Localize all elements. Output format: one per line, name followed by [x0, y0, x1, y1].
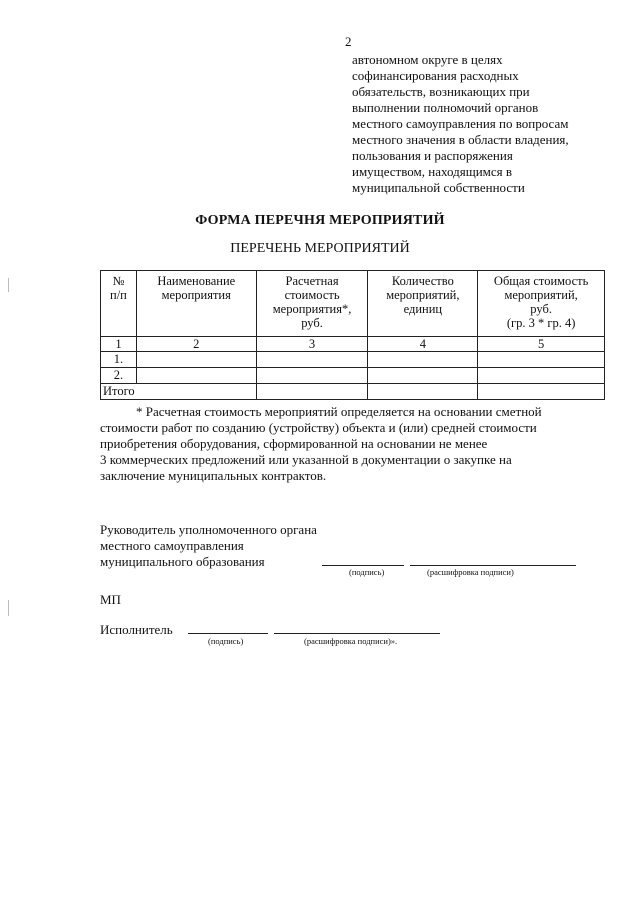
- page-number: 2: [345, 34, 352, 49]
- footnote-line: приобретения оборудования, сформированной на основании не менее: [100, 436, 488, 451]
- total-label: Итого: [101, 384, 257, 400]
- header-line: обязательств, возникающих при: [352, 84, 530, 99]
- executor-decryption-field[interactable]: [274, 633, 440, 634]
- form-title: ФОРМА ПЕРЕЧНЯ МЕРОПРИЯТИЙ: [195, 213, 445, 228]
- header-total-cost: Общая стоимость мероприятий, руб. (гр. 3 * гр. 4): [478, 271, 605, 337]
- scan-mark: [8, 600, 9, 616]
- column-number: 4: [368, 337, 478, 352]
- footnote-line: 3 коммерческих предложений или указанной в документации о закупке на: [100, 452, 512, 467]
- list-title: ПЕРЕЧЕНЬ МЕРОПРИЯТИЙ: [230, 241, 410, 256]
- column-number: 5: [478, 337, 605, 352]
- signature-field[interactable]: [322, 565, 404, 566]
- signature-line: местного самоуправления: [100, 538, 244, 553]
- signature-line: муниципального образования: [100, 554, 265, 569]
- events-table: [100, 270, 605, 400]
- column-number: 1: [101, 337, 137, 352]
- executor-decryption-caption: (расшифровка подписи)».: [304, 636, 398, 646]
- footnote-line: заключение муниципальных контрактов.: [100, 468, 327, 483]
- table-row: [101, 368, 605, 384]
- decryption-field[interactable]: [410, 565, 576, 566]
- executor-signature-caption: (подпись): [208, 636, 244, 646]
- mp-label: МП: [100, 592, 121, 607]
- header-line: пользования и распоряжения: [352, 148, 513, 163]
- header-line: автономном округе в целях: [352, 52, 503, 67]
- footnote-line: * Расчетная стоимость мероприятий определяется на основании сметной: [136, 404, 542, 419]
- signature-line: Руководитель уполномоченного органа: [100, 522, 317, 537]
- footnote-line: стоимости работ по созданию (устройству) объекта и (или) средней стоимости: [100, 420, 537, 435]
- signature-block: [100, 522, 317, 570]
- header-line: софинансирования расходных: [352, 68, 519, 83]
- header-unit-cost: Расчетная стоимость мероприятия*, руб.: [256, 271, 368, 337]
- header-number: № п/п: [101, 271, 137, 337]
- header-quantity: Количество мероприятий, единиц: [368, 271, 478, 337]
- executor-label: Исполнитель: [100, 622, 173, 637]
- header-line: местного самоуправления по вопросам: [352, 116, 569, 131]
- table-header-row: [101, 271, 605, 337]
- signature-caption: (подпись): [349, 567, 385, 577]
- column-number: 2: [136, 337, 256, 352]
- column-number: 3: [256, 337, 368, 352]
- decryption-caption: (расшифровка подписи): [427, 567, 514, 577]
- header-block: [352, 52, 622, 196]
- footnote: [100, 404, 605, 484]
- row-number: 1.: [101, 352, 137, 368]
- scan-mark: [8, 278, 9, 292]
- header-name: Наименование мероприятия: [136, 271, 256, 337]
- header-line: имуществом, находящимся в: [352, 164, 513, 179]
- header-line: выполнении полномочий органов: [352, 100, 539, 115]
- table-row: [101, 352, 605, 368]
- row-number: 2.: [101, 368, 137, 384]
- header-line: муниципальной собственности: [352, 180, 525, 195]
- executor-signature-field[interactable]: [188, 633, 268, 634]
- header-line: местного значения в области владения,: [352, 132, 569, 147]
- total-row: [101, 384, 605, 400]
- column-numbers-row: [101, 337, 605, 352]
